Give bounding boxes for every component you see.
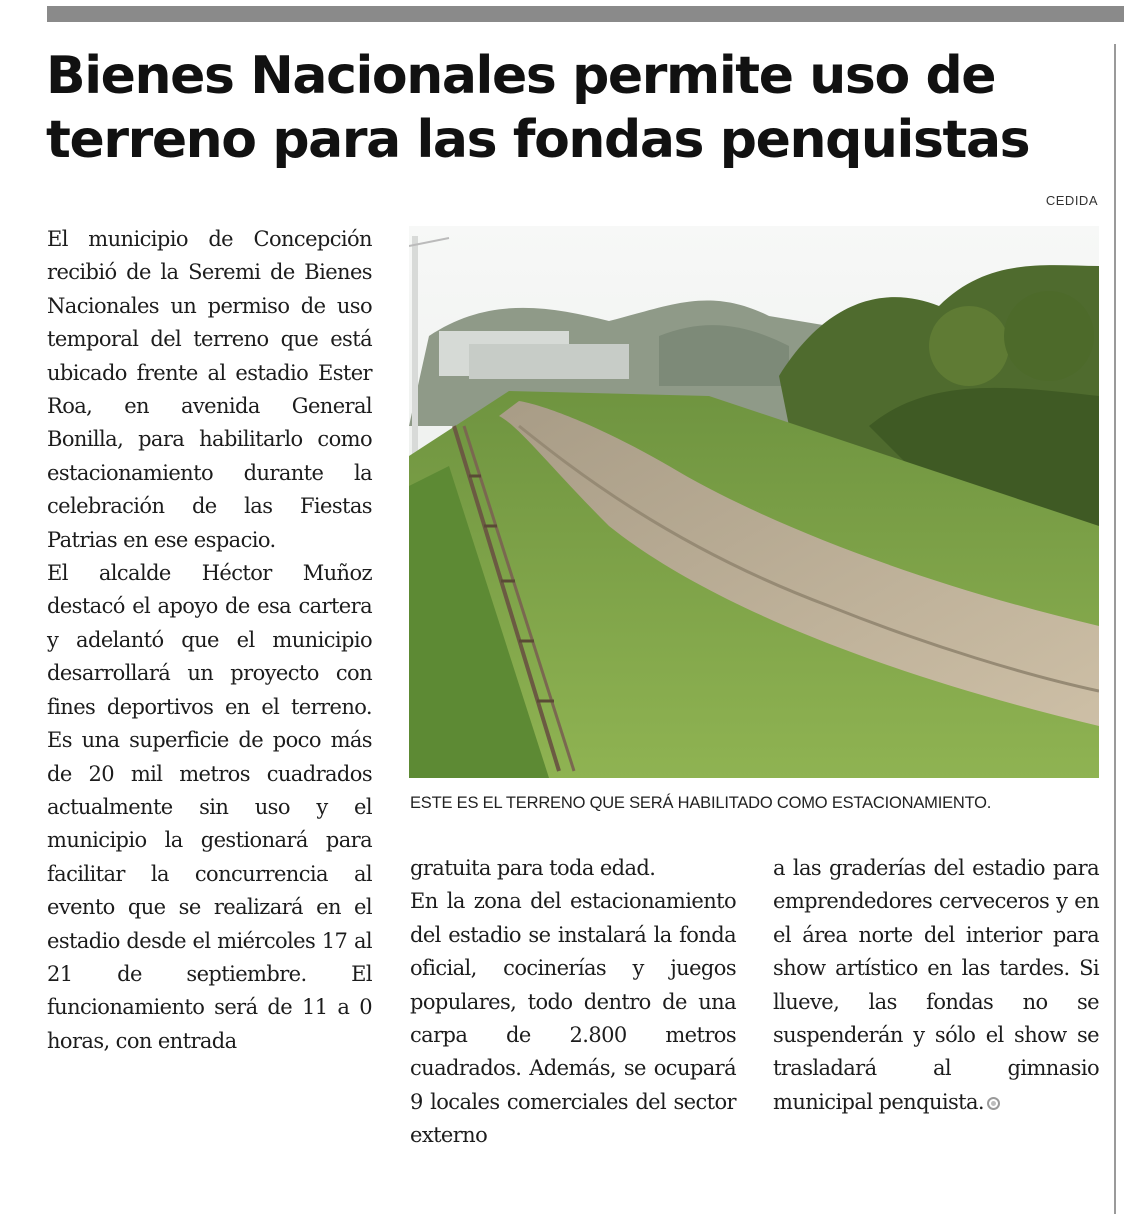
photo-credit: CEDIDA <box>1045 193 1098 208</box>
photo-caption: ESTE ES EL TERRENO QUE SERÁ HABILITADO COMO ESTACIONAMIENTO. <box>410 794 992 812</box>
top-rule <box>47 6 1124 22</box>
headline: Bienes Nacionales permite uso de terreno para las fondas penquistas <box>46 46 1030 170</box>
paragraph: gratuita para toda edad. <box>410 856 656 880</box>
paragraph <box>773 852 1099 1119</box>
paragraph: El alcalde Héctor Muñoz destacó el apoyo de esa cartera y adelantó que el municipio desarrollará un proyecto con fines deportivos en el terreno. Es una superficie de poco más de 20 mil metros cuadrados actualmente sin uso y el municipio la gestionará para facilitar la concurrencia al evento que se realizará en el estadio desde el miércoles 17 al 21 de septiembre. El funcionamiento será de 11 a 0 horas, con entrada <box>47 561 372 1053</box>
paragraph: En la zona del estacionamiento del estadio se instalará la fonda oficial, cocinerías y juegos populares, todo dentro de una carpa de 2.800 metros cuadrados. Además, se ocupará 9 locales comerciales del sector externo <box>410 889 736 1148</box>
article-column-2 <box>410 852 736 1153</box>
column-rule <box>1114 44 1116 1214</box>
article-column-3 <box>773 852 1099 1119</box>
article-column-1 <box>47 223 372 1058</box>
field-photo-illustration <box>409 226 1099 778</box>
end-of-article-icon <box>987 1097 1000 1110</box>
article-photo <box>409 226 1099 778</box>
paragraph-text: a las graderías del estadio para emprendedores cerveceros y en el área norte del interior para show artístico en las tardes. Si llueve, las fondas no se suspenderán y sólo el show se trasladará al gimnasio municipal penquista. <box>773 856 1099 1114</box>
paragraph: El municipio de Concepción recibió de la Seremi de Bienes Nacionales un permiso de uso temporal del terreno que está ubicado frente al estadio Ester Roa, en avenida General Bonilla, para habilitarlo como estacionamiento durante la celebración de las Fiestas Patrias en ese espacio. <box>47 227 372 552</box>
